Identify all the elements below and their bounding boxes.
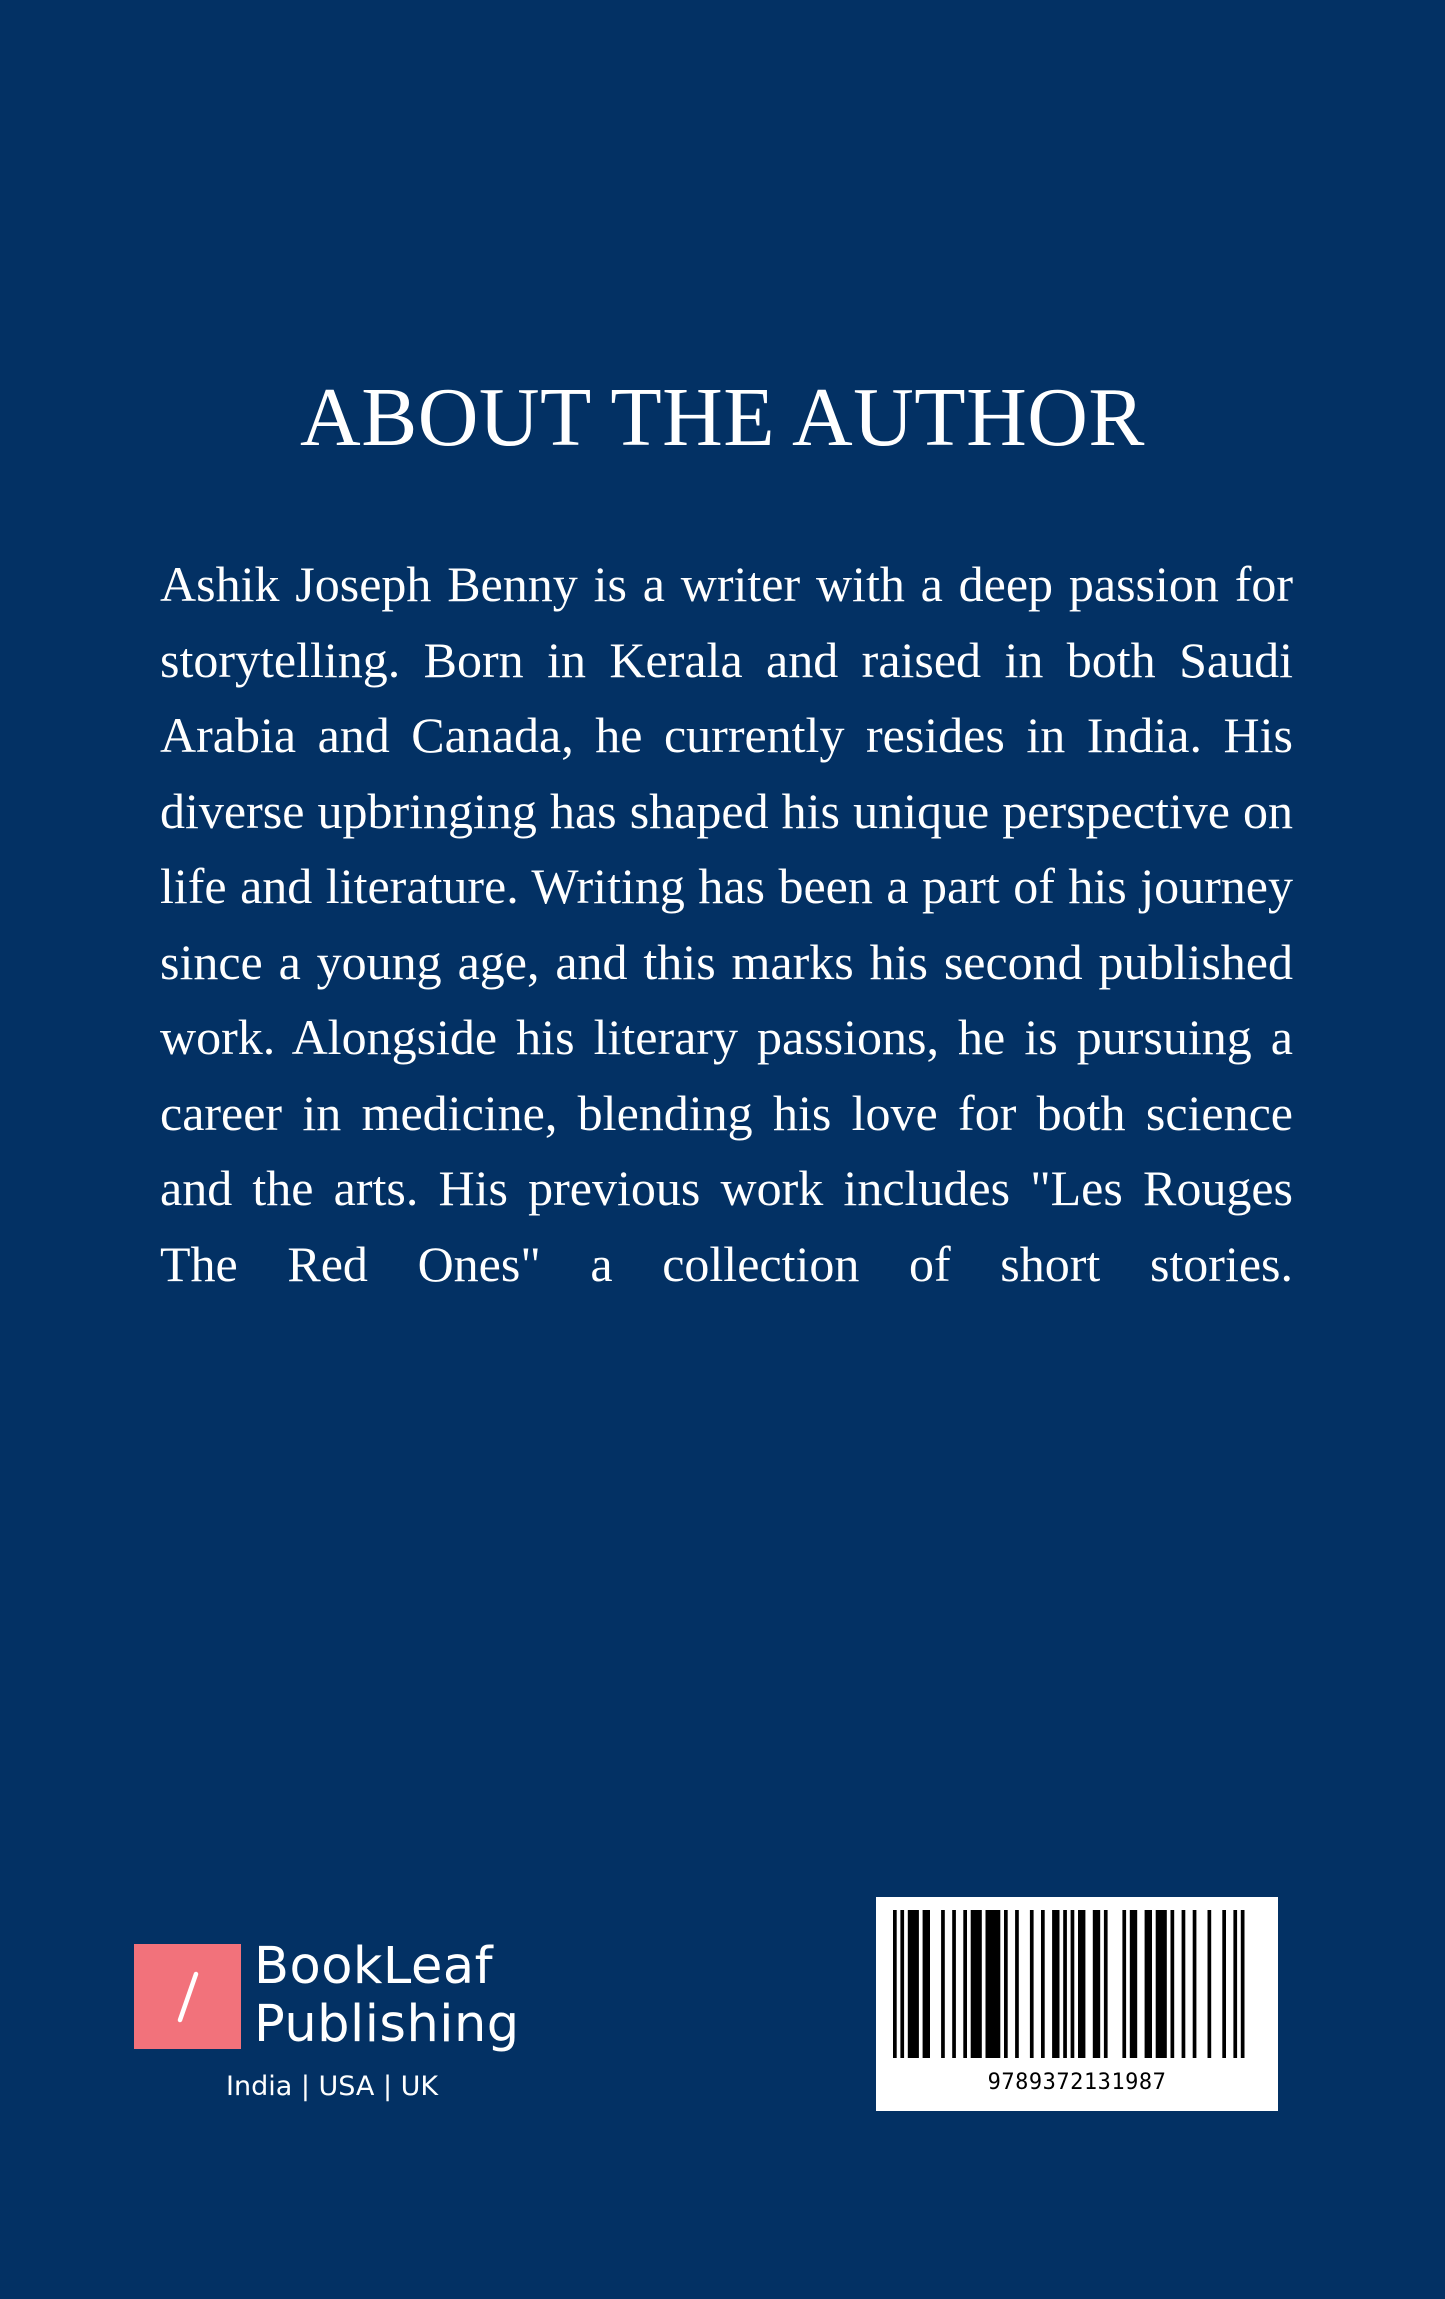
- bio-line: Ashik Joseph Benny is a writer with a deep passion for: [160, 556, 1293, 612]
- about-the-author-heading: ABOUT THE AUTHOR: [300, 371, 1145, 464]
- barcode-bar: [1030, 1910, 1034, 2058]
- publisher-regions: India | USA | UK: [226, 2071, 439, 2102]
- bio-line: since a young age, and this marks his second published: [160, 933, 1293, 990]
- barcode-bar: [1130, 1910, 1137, 2058]
- barcode-bar: [1063, 1910, 1067, 2058]
- barcode-bar: [1052, 1910, 1059, 2058]
- publisher-name: [254, 1938, 520, 2054]
- barcode-bar: [908, 1910, 919, 2058]
- barcode-bar: [1041, 1910, 1045, 2058]
- publisher-name-line1: BookLeaf: [254, 1937, 494, 1996]
- barcode-bar: [1093, 1910, 1100, 2058]
- bio-line: Arabia and Canada, he currently resides in India. His: [160, 707, 1293, 763]
- bio-line: work. Alongside his literary passions, he is pursuing a: [160, 1009, 1293, 1065]
- barcode-bar: [1241, 1910, 1245, 2058]
- barcode-bar: [893, 1910, 897, 2058]
- bio-line: career in medicine, blending his love for both science: [160, 1084, 1293, 1141]
- barcode-bar: [952, 1910, 956, 2058]
- barcode-bar: [963, 1910, 967, 2058]
- isbn-number: 9789372131987: [987, 2070, 1167, 2095]
- bio-line: The Red Ones" a collection of short stories.: [160, 1235, 1293, 1292]
- barcode-bar: [941, 1910, 945, 2058]
- publisher-name-line2: Publishing: [254, 1995, 520, 2054]
- barcode-bar: [1004, 1910, 1008, 2058]
- barcode-bar: [1145, 1910, 1152, 2058]
- bookleaf-publishing-logo: [134, 1937, 554, 2114]
- author-bio: [160, 547, 1293, 1302]
- barcode-bar: [971, 1910, 982, 2058]
- barcode-bar: [1071, 1910, 1075, 2058]
- barcode-bar: [1193, 1910, 1197, 2058]
- barcode-bar: [1104, 1910, 1108, 2058]
- bio-line: storytelling. Born in Kerala and raised in both Saudi: [160, 631, 1293, 688]
- barcode-bar: [1182, 1910, 1186, 2058]
- barcode-bar: [1222, 1910, 1226, 2058]
- bio-line: diverse upbringing has shaped his unique perspective on: [160, 782, 1293, 839]
- barcode-bar: [1015, 1910, 1019, 2058]
- barcode-bar: [986, 1910, 1001, 2058]
- barcode-bar: [1233, 1910, 1237, 2058]
- barcode-bar: [1122, 1910, 1126, 2058]
- barcode-bar: [1078, 1910, 1085, 2058]
- slash-glyph-icon: [134, 1944, 241, 2049]
- logo-slash-icon: [134, 1944, 241, 2049]
- isbn-barcode: [876, 1897, 1278, 2111]
- bio-line: and the arts. His previous work includes "Les Rouges: [160, 1160, 1293, 1216]
- barcode-bar: [1171, 1910, 1175, 2058]
- bio-line: life and literature. Writing has been a part of his journey: [160, 858, 1293, 914]
- barcode-bar: [923, 1910, 930, 2058]
- barcode-bar: [1208, 1910, 1212, 2058]
- barcode-bar: [900, 1910, 904, 2058]
- barcode-bar: [1156, 1910, 1167, 2058]
